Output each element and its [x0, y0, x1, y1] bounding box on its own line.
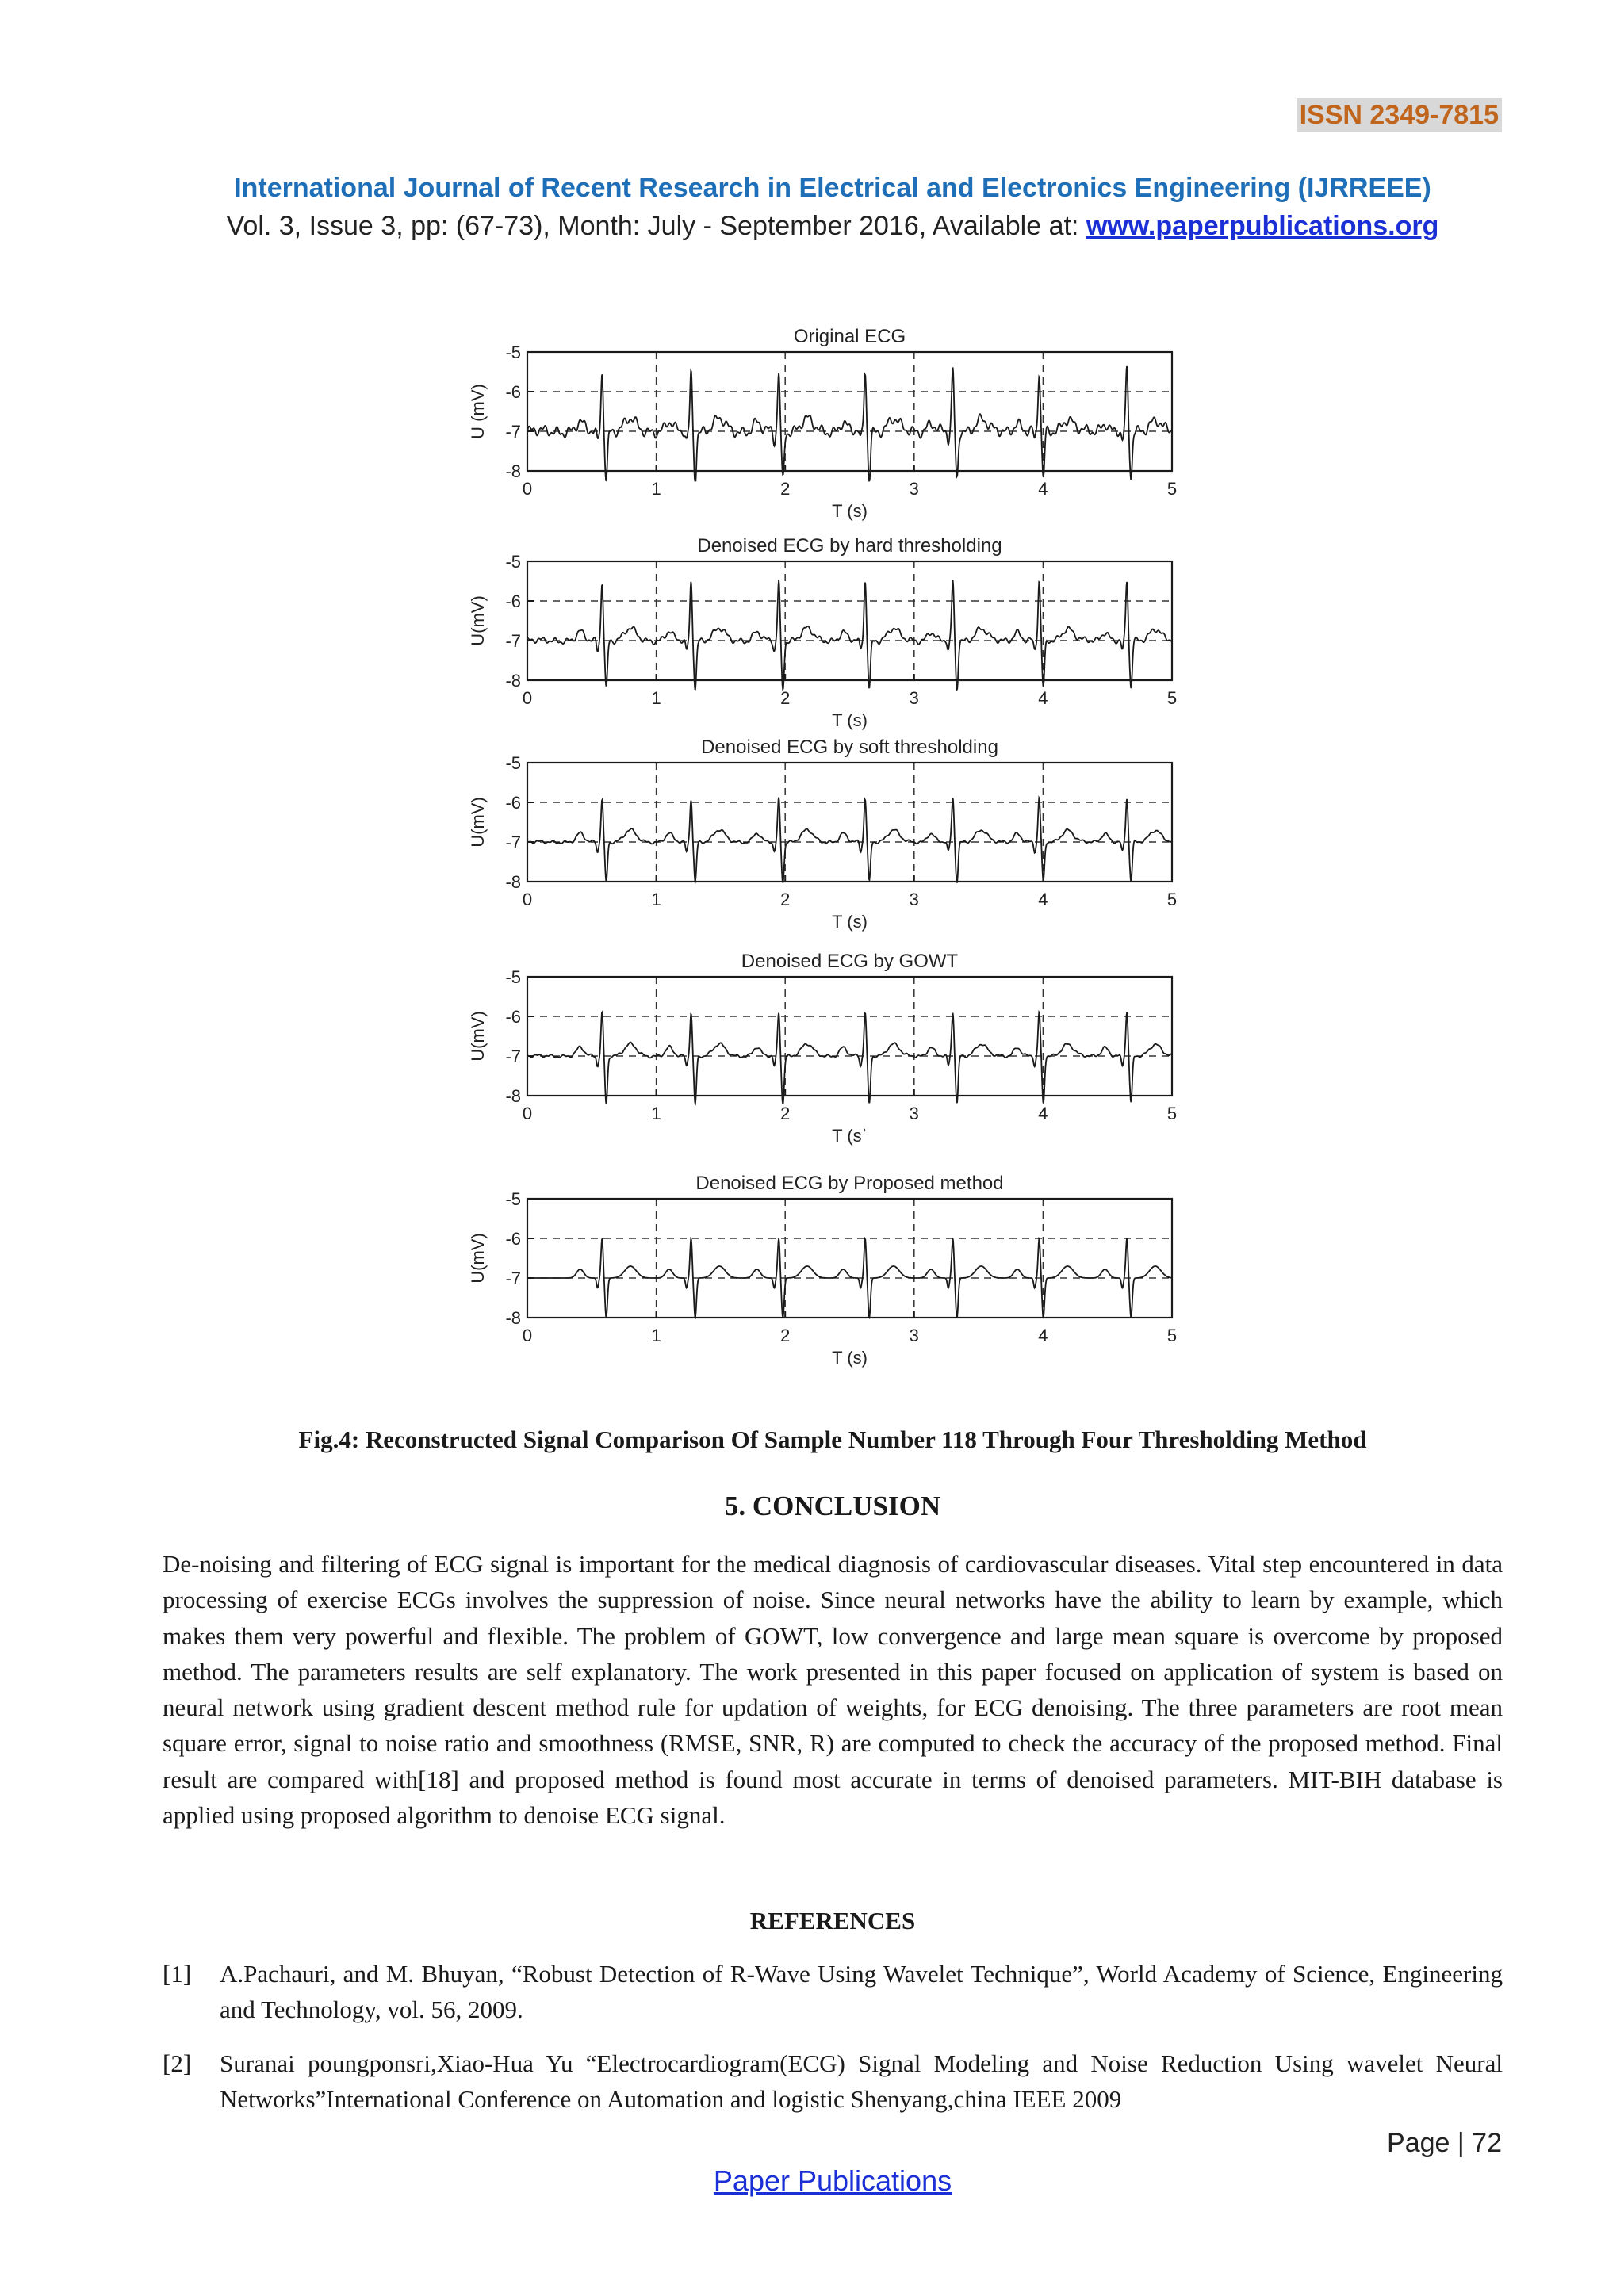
y-tick-label: -5 — [505, 1189, 521, 1209]
y-tick-label: -7 — [505, 1269, 521, 1288]
references-heading: REFERENCES — [749, 1907, 916, 1934]
x-tick-label: 3 — [909, 1326, 919, 1345]
x-tick-label: 4 — [1038, 890, 1048, 909]
x-tick-label: 3 — [909, 1104, 919, 1123]
x-tick-label: 0 — [522, 1104, 533, 1123]
plot-title: Denoised ECG by GOWT — [741, 951, 959, 972]
page-number: Page | 72 — [1387, 2128, 1502, 2158]
plot-title: Denoised ECG by Proposed method — [695, 1173, 1004, 1194]
plot-hard-thresholding — [468, 535, 1177, 730]
reference-text: Suranai poungponsri,Xiao-Hua Yu “Electrocardiogram(ECG) Signal Modeling and Noise Reduction Using wavelet Neural Networks”International Conference on Automation and logistic Shenyang,china IEEE 2009 — [220, 2049, 1503, 2113]
x-tick-label: 2 — [780, 479, 791, 499]
reference-text: A.Pachauri, and M. Bhuyan, “Robust Detection of R-Wave Using Wavelet Technique”, World Academy of Science, Engineering and Technology, vol. 56, 2009. — [220, 1960, 1503, 2023]
ecg-signal-line — [527, 798, 1172, 883]
x-tick-label: 5 — [1166, 890, 1178, 909]
ecg-signal-line — [527, 366, 1172, 481]
y-axis-label: U (mV) — [468, 384, 488, 439]
y-tick-label: -8 — [505, 872, 521, 892]
y-tick-label: -8 — [505, 461, 521, 481]
y-tick-label: -6 — [505, 382, 521, 402]
y-tick-label: -8 — [505, 1086, 521, 1106]
x-tick-label: 5 — [1166, 479, 1178, 499]
plot-frame — [527, 561, 1172, 680]
x-tick-label: 0 — [522, 688, 533, 708]
x-tick-label: 1 — [651, 1104, 661, 1123]
x-tick-label: 3 — [909, 890, 919, 909]
x-axis-label: T (s) — [832, 710, 868, 730]
x-axis-label: T (s) — [832, 1348, 868, 1368]
x-tick-label: 5 — [1166, 688, 1178, 708]
ecg-signal-line — [527, 580, 1172, 690]
ecg-comparison-figure — [444, 309, 1205, 1387]
x-tick-label: 4 — [1038, 1326, 1048, 1345]
reference-number: [2] — [163, 2049, 192, 2077]
section-heading-conclusion: 5. CONCLUSION — [724, 1490, 941, 1521]
x-tick-label: 1 — [651, 890, 661, 909]
y-tick-label: -6 — [505, 1229, 521, 1249]
y-tick-label: -7 — [505, 1047, 521, 1066]
x-tick-label: 2 — [780, 688, 791, 708]
x-tick-label: 2 — [780, 1104, 791, 1123]
x-axis-label: T (s) — [832, 501, 868, 521]
x-tick-label: 2 — [780, 890, 791, 909]
x-tick-label: 1 — [651, 688, 661, 708]
y-tick-label: -8 — [505, 1308, 521, 1328]
plot-original-ecg — [468, 326, 1177, 521]
x-tick-label: 4 — [1038, 479, 1048, 499]
y-tick-label: -6 — [505, 793, 521, 813]
x-tick-label: 3 — [909, 688, 919, 708]
figure-caption: Fig.4: Reconstructed Signal Comparison Of Sample Number 118 Through Four Thresholding Method — [298, 1425, 1367, 1453]
publisher-link[interactable]: Paper Publications — [713, 2164, 952, 2197]
y-axis-label: U(mV) — [468, 1233, 488, 1284]
x-tick-label: 4 — [1038, 1104, 1048, 1123]
y-tick-label: -7 — [505, 422, 521, 442]
ecg-signal-line — [527, 1012, 1172, 1104]
x-tick-label: 4 — [1038, 688, 1048, 708]
journal-website-link[interactable]: www.paperpublications.org — [1086, 211, 1439, 241]
x-tick-label: 1 — [651, 479, 661, 499]
x-tick-label: 0 — [522, 890, 533, 909]
issn-badge: ISSN 2349-7815 — [1297, 98, 1502, 132]
plot-frame — [527, 352, 1172, 471]
y-tick-label: -6 — [505, 591, 521, 611]
x-axis-label: T (sʾ — [832, 1126, 868, 1146]
reference-number: [1] — [163, 1960, 192, 1988]
y-tick-label: -7 — [505, 631, 521, 651]
plot-title: Denoised ECG by soft thresholding — [701, 737, 998, 758]
x-tick-label: 5 — [1166, 1104, 1178, 1123]
conclusion-paragraph: De-noising and filtering of ECG signal is important for the medical diagnosis of cardiovascular diseases. Vital step encountered in data processing of exercise ECGs involves the suppression of noise. Since neural networks have the ability to learn by example, which makes them very powerful and flexible. The problem of GOWT, low convergence and large mean square is overcome by proposed method. The parameters results are self explanatory. The work presented in this paper focused on application of system is based on neural network using gradient descent method rule for updation of weights, for ECG denoising. The three parameters are root mean square error, signal to noise ratio and smoothness (RMSE, SNR, R) are computed to check the accuracy of the proposed method. Final result are compared with[18] and proposed method is found most accurate in terms of denoised parameters. MIT-BIH database is applied using proposed algorithm to denoise ECG signal. — [163, 1550, 1503, 1830]
y-tick-label: -5 — [505, 967, 521, 987]
reference-item — [163, 2045, 1503, 2117]
x-tick-label: 0 — [522, 1326, 533, 1345]
plot-gowt — [468, 951, 1177, 1146]
plot-frame — [527, 977, 1172, 1096]
y-axis-label: U(mV) — [468, 595, 488, 646]
volume-text: Vol. 3, Issue 3, pp: (67-73), Month: July - September 2016, Available at: — [226, 211, 1086, 241]
plot-proposed-method — [468, 1173, 1177, 1368]
x-axis-label: T (s) — [832, 912, 868, 932]
reference-item — [163, 1956, 1503, 2027]
journal-title: International Journal of Recent Research in Electrical and Electronics Engineering (IJRREEE) — [234, 173, 1431, 203]
y-tick-label: -5 — [505, 552, 521, 572]
y-tick-label: -5 — [505, 753, 521, 773]
volume-info — [0, 211, 1624, 242]
y-tick-label: -5 — [505, 342, 521, 362]
y-tick-label: -7 — [505, 832, 521, 852]
x-tick-label: 1 — [651, 1326, 661, 1345]
y-tick-label: -6 — [505, 1007, 521, 1027]
plot-frame — [527, 1199, 1172, 1318]
y-axis-label: U(mV) — [468, 797, 488, 848]
footer-publisher — [0, 2164, 1624, 2198]
plot-title: Original ECG — [793, 326, 906, 347]
plot-soft-thresholding — [468, 737, 1177, 932]
plot-title: Denoised ECG by hard thresholding — [697, 535, 1002, 557]
x-tick-label: 3 — [909, 479, 919, 499]
x-tick-label: 5 — [1166, 1326, 1178, 1345]
y-axis-label: U(mV) — [468, 1011, 488, 1062]
y-tick-label: -8 — [505, 671, 521, 691]
x-tick-label: 0 — [522, 479, 533, 499]
x-tick-label: 2 — [780, 1326, 791, 1345]
plot-frame — [527, 763, 1172, 882]
